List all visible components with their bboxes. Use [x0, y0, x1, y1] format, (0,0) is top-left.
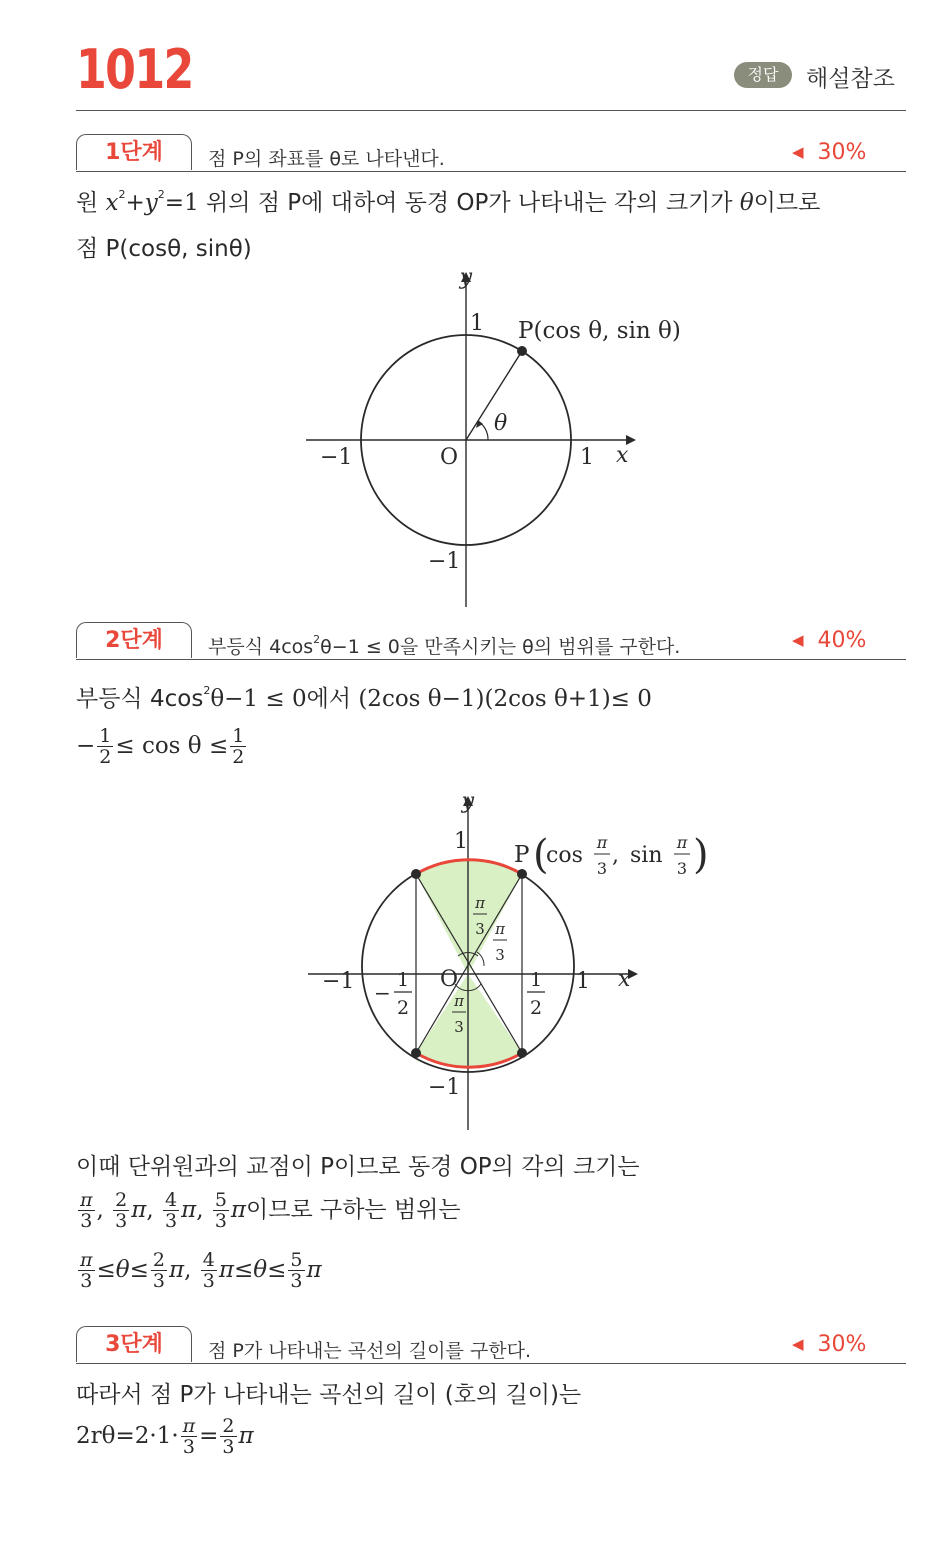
tick-neg-one-y: −1	[428, 549, 461, 574]
neg-half-denominator: 2	[396, 997, 410, 1019]
step1-description: 점 P의 좌표를 θ로 나타낸다.	[208, 148, 445, 170]
point-comma: ,	[612, 843, 619, 868]
step2-range: $\frac{\pi}{3}$ ≤θ≤ $\frac{2}{3}$ π, $\frac{4}{3}$ π≤θ≤ $\frac{5}{3}$ π	[80, 1249, 322, 1292]
angle-bottom-pi: π	[454, 992, 464, 1010]
step2-percent: ◀ 40%	[792, 628, 867, 653]
x-axis-label: x	[616, 443, 629, 468]
point-cos-three: 3	[596, 859, 608, 878]
point-sin-three: 3	[676, 859, 688, 878]
point-sin: sin	[630, 843, 663, 868]
step1-line2: 점 P(cosθ, sinθ)	[76, 236, 252, 262]
step2-line2: − $\frac{1}{2}$ ≤ cos θ ≤ $\frac{1}{2}$	[76, 725, 245, 768]
step3-formula: 2rθ=2·1· $\frac{\pi}{3}$ = $\frac{2}{3}$ π	[76, 1415, 254, 1458]
point-upper-left	[411, 869, 421, 879]
point-sin-pi: π	[676, 833, 688, 852]
header-divider	[76, 110, 906, 111]
problem-number: 1012	[76, 38, 193, 101]
triangle-left-icon: ◀	[792, 1335, 804, 1353]
step2-angles: $\frac{\pi}{3}$ , $\frac{2}{3}$ π, $\frac{4}{3}$ π, $\frac{5}{3}$ π이므로 구하는 범위는	[80, 1189, 461, 1232]
triangle-left-icon: ◀	[792, 143, 804, 161]
x-axis-label: x	[618, 967, 631, 992]
half-denominator: 2	[529, 997, 543, 1019]
point-cos: cos	[546, 843, 583, 868]
step2-text1: 이때 단위원과의 교점이 P이므로 동경 OP의 각의 크기는	[76, 1154, 640, 1180]
origin-label: O	[440, 445, 459, 470]
step3-percent: ◀ 30%	[792, 1332, 867, 1357]
point-cos-pi: π	[596, 833, 608, 852]
paren-open: (	[533, 832, 549, 878]
step2-line1: 부등식 $4\cos^2\theta-1 \le 0$에서 (2cos θ−1)(2cos θ+1)≤ 0	[76, 684, 652, 712]
point-p-label: P(cos θ, sin θ)	[518, 318, 681, 344]
angle-label: θ	[494, 411, 508, 436]
step1-label: 1단계	[76, 134, 192, 170]
step1-line1: 원 $x^2+y^2=1$ 위의 점 P에 대하여 동경 OP가 나타내는 각의 크기가 θ이므로	[76, 188, 821, 216]
answer-badge: 정답	[734, 62, 792, 88]
tick-one-x: 1	[576, 969, 590, 994]
step3-description: 점 P가 나타내는 곡선의 길이를 구한다.	[208, 1340, 532, 1362]
step2-label: 2단계	[76, 622, 192, 658]
step3-divider	[76, 1363, 906, 1364]
y-axis-label: y	[461, 789, 474, 814]
tick-neg-one-x: −1	[320, 445, 353, 470]
half-numerator: 1	[529, 969, 543, 991]
origin-label: O	[440, 967, 459, 992]
tick-one-x: 1	[580, 445, 594, 470]
angle-right-three: 3	[495, 946, 505, 964]
upper-sector-fill	[416, 860, 522, 974]
angle-bottom-three: 3	[454, 1018, 464, 1036]
point-lower-right	[517, 1048, 527, 1058]
tick-neg-one-x: −1	[322, 969, 355, 994]
neg-half-numerator: 1	[396, 969, 410, 991]
answer-text: 해설참조	[806, 66, 895, 92]
unit-circle-figure-1	[300, 262, 700, 612]
step3-line1: 따라서 점 P가 나타내는 곡선의 길이 (호의 길이)는	[76, 1382, 582, 1408]
tick-one-y: 1	[470, 311, 484, 336]
triangle-left-icon: ◀	[792, 631, 804, 649]
neg-half-minus: −	[374, 981, 391, 1005]
point-p	[517, 346, 527, 356]
point-p-label: P	[514, 842, 530, 868]
tick-neg-one-y: −1	[428, 1075, 461, 1100]
angle-top-three: 3	[475, 920, 485, 938]
tick-one-y: 1	[454, 829, 468, 854]
step1-divider	[76, 171, 906, 172]
point-lower-left	[411, 1048, 421, 1058]
point-p	[517, 869, 527, 879]
step2-divider	[76, 659, 906, 660]
unit-circle-figure-2	[300, 788, 720, 1138]
lower-sector-fill	[416, 974, 522, 1067]
y-axis-label: y	[459, 265, 472, 290]
angle-top-pi: π	[475, 894, 485, 912]
angle-right-pi: π	[495, 920, 505, 938]
step2-description: 부등식 $4\cos^2\theta-1 \le 0$을 만족시키는 θ의 범위를 구한다.	[208, 632, 681, 658]
paren-close: )	[693, 832, 709, 878]
step1-percent: ◀ 30%	[792, 140, 867, 165]
step3-label: 3단계	[76, 1326, 192, 1362]
